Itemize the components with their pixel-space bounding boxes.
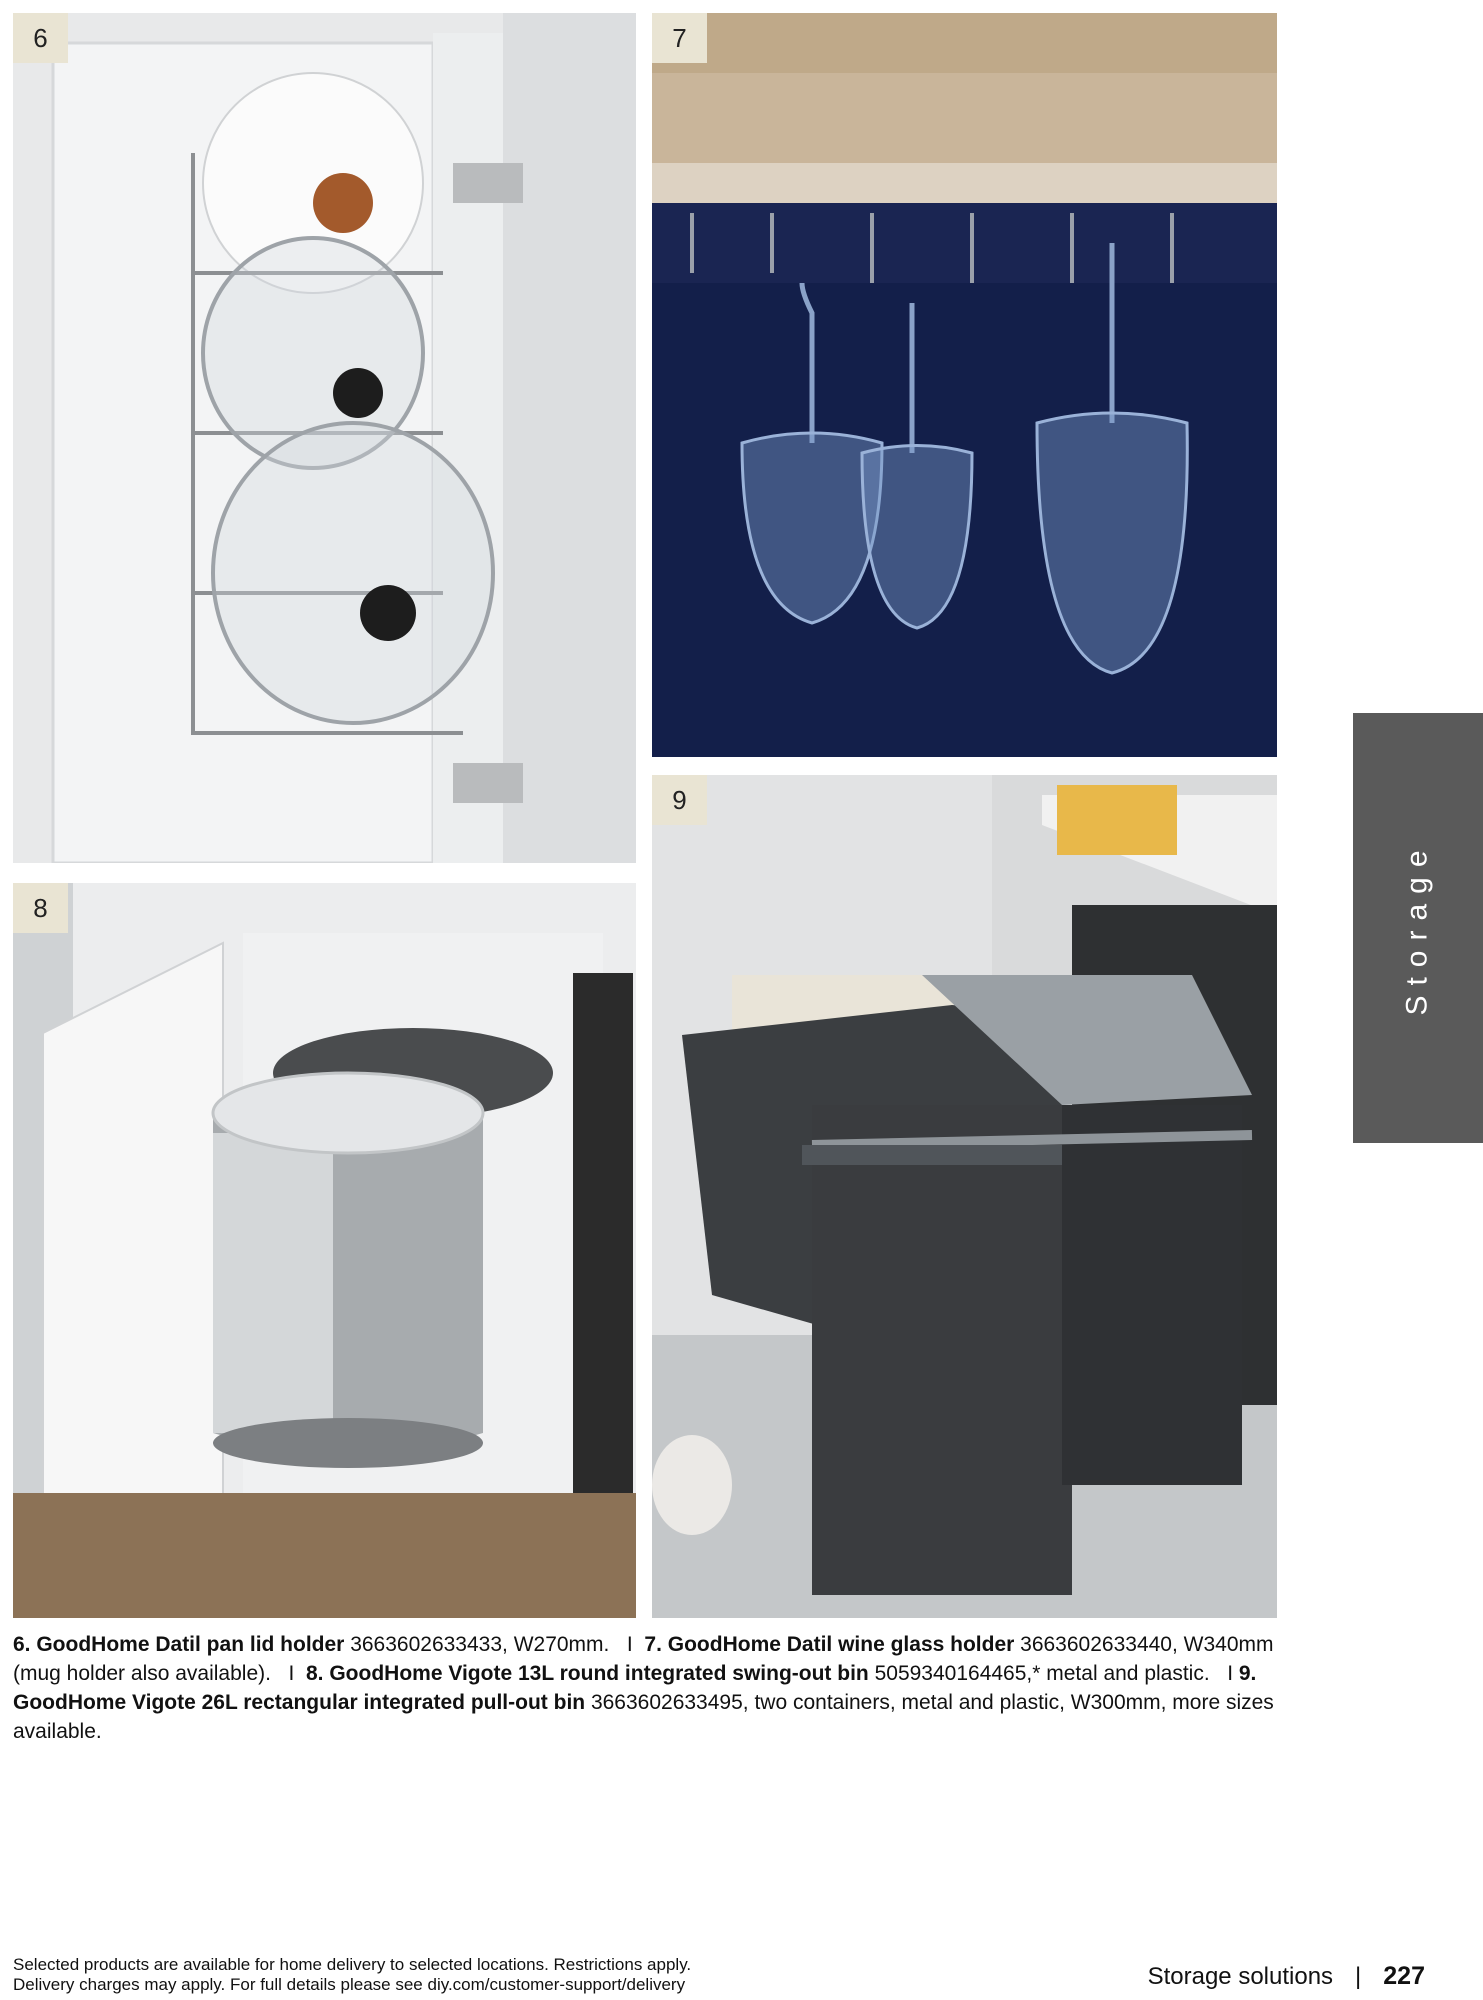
delivery-footnote-line-2: Delivery charges may apply. For full details please see diy.com/customer-support/delivery	[13, 1975, 686, 1994]
photo-number-badge: 6	[13, 13, 68, 63]
delivery-footnote-line-1: Selected products are available for home delivery to selected locations. Restrictions apply.	[13, 1955, 692, 1974]
item7-name: 7. GoodHome Datil wine glass holder	[644, 1633, 1015, 1656]
item7-details: 3663602633440, W340mm (mug holder also available).	[13, 1633, 1274, 1685]
pan-lid-holder-image	[13, 13, 636, 863]
wine-glass-holder-image	[652, 13, 1277, 757]
item9-name: 9. GoodHome Vigote 26L rectangular integrated pull-out bin	[13, 1662, 1257, 1714]
delivery-footnote	[13, 1955, 913, 1995]
item8-name: 8. GoodHome Vigote 13L round integrated swing-out bin	[306, 1662, 869, 1685]
photo-round-swing-out-bin	[13, 883, 636, 1618]
round-bin-image	[13, 883, 636, 1618]
product-caption	[13, 1630, 1288, 1746]
rectangular-bin-image	[652, 775, 1277, 1618]
caption-separator: I	[1227, 1662, 1234, 1685]
photo-rectangular-pull-out-bin	[652, 775, 1277, 1618]
caption-separator: I	[288, 1662, 295, 1685]
footer-divider: |	[1355, 1962, 1362, 1990]
item6-details: 3663602633433, W270mm.	[344, 1633, 610, 1656]
photo-pan-lid-holder	[13, 13, 636, 863]
section-side-tab	[1353, 713, 1483, 1143]
item8-details: 5059340164465,* metal and plastic.	[868, 1662, 1210, 1685]
item6-name: 6. GoodHome Datil pan lid holder	[13, 1633, 345, 1656]
section-name: Storage solutions	[1147, 1962, 1334, 1990]
photo-number-badge: 8	[13, 883, 68, 933]
page-number: 227	[1383, 1962, 1425, 1990]
page-footer	[1148, 1962, 1425, 1991]
photo-wine-glass-holder	[652, 13, 1277, 757]
caption-separator: I	[626, 1633, 633, 1656]
photo-number-badge: 7	[652, 13, 707, 63]
photo-number-badge: 9	[652, 775, 707, 825]
item9-details: 3663602633495, two containers, metal and plastic, W300mm, more sizes available.	[13, 1691, 1274, 1743]
section-side-tab-label: Storage	[1401, 840, 1435, 1016]
